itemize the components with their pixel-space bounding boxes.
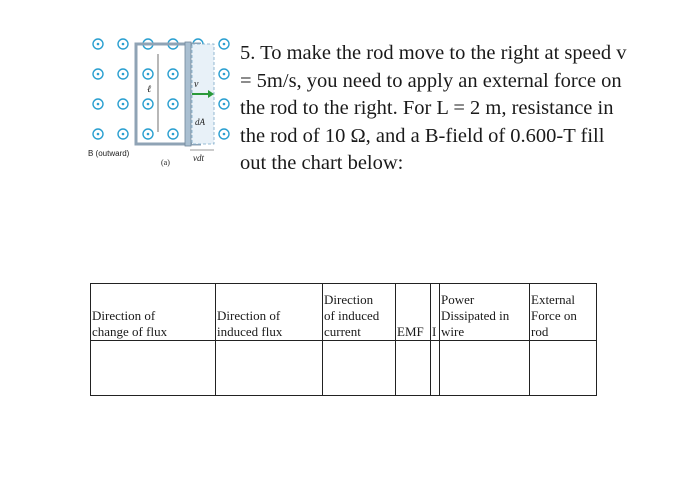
chart-header-text: External [531,292,576,307]
chart-header-cell [216,284,323,341]
chart-answer-cell[interactable] [396,341,431,396]
chart-header-text: of induced [324,308,380,323]
chart-header-cell [91,284,216,341]
chart-answer-row [91,341,597,396]
chart-header-text: Power [441,292,475,307]
chart-header-row [91,284,597,341]
field-direction-label: B (outward) [88,149,130,158]
chart-header-text: change of flux [92,324,168,339]
chart-header-text: Direction of [92,308,156,323]
chart-header-text: induced flux [217,324,283,339]
chart-header-cell [396,284,431,341]
field-dot-center [223,43,226,46]
field-dot-center [223,133,226,136]
field-dot-center [147,133,150,136]
field-dot-center [172,103,175,106]
chart-header-text: current [324,324,361,339]
problem-line: the rod to the right. For L = 2 m, resistance in [240,97,614,119]
velocity-label: v [194,79,199,90]
chart-header-text: Force on [531,308,577,323]
chart-header-cell [530,284,597,341]
chart-header-text: I [432,324,437,339]
rod-length-label: ℓ [147,84,152,95]
area-element-label: dA [195,117,205,127]
chart-header-text: Direction of [217,308,281,323]
problem-statement [240,40,695,178]
problem-line: 5. To make the rod move to the right at speed v [240,42,627,64]
field-dot-center [147,103,150,106]
field-dot-center [122,133,125,136]
field-dot-center [122,103,125,106]
chart-answer-cell[interactable] [431,341,440,396]
problem-line: out the chart below: [240,152,404,174]
chart-header-text: Direction [324,292,374,307]
chart-header-text: wire [441,324,465,339]
chart-header-cell [323,284,396,341]
subfigure-label: (a) [161,158,170,167]
problem-line: = 5m/s, you need to apply an external force on [240,69,622,92]
chart-header-text: EMF [397,324,424,339]
rod-in-magnetic-field-figure [86,32,246,182]
displacement-label: vdt [193,153,204,163]
chart-header-text: Dissipated in [441,308,510,323]
field-dot-center [172,73,175,76]
chart-header-cell [440,284,530,341]
chart-answer-cell[interactable] [91,341,216,396]
field-dot-center [147,73,150,76]
field-dot-center [122,43,125,46]
field-dot-center [97,133,100,136]
chart-answer-cell[interactable] [216,341,323,396]
field-dot-center [97,103,100,106]
field-dot-center [172,133,175,136]
problem-line: the rod of 10 Ω, and a B-field of 0.600-T fill [240,124,605,147]
field-dot-center [223,103,226,106]
chart-answer-cell[interactable] [440,341,530,396]
chart-header-cell [431,284,440,341]
chart-answer-cell[interactable] [530,341,597,396]
answer-chart [90,283,597,396]
field-dot-center [223,73,226,76]
chart-header-text: rod [531,324,549,339]
chart-answer-cell[interactable] [323,341,396,396]
field-dot-center [97,43,100,46]
field-dot-center [122,73,125,76]
field-dot-center [97,73,100,76]
moving-rod [185,42,191,146]
